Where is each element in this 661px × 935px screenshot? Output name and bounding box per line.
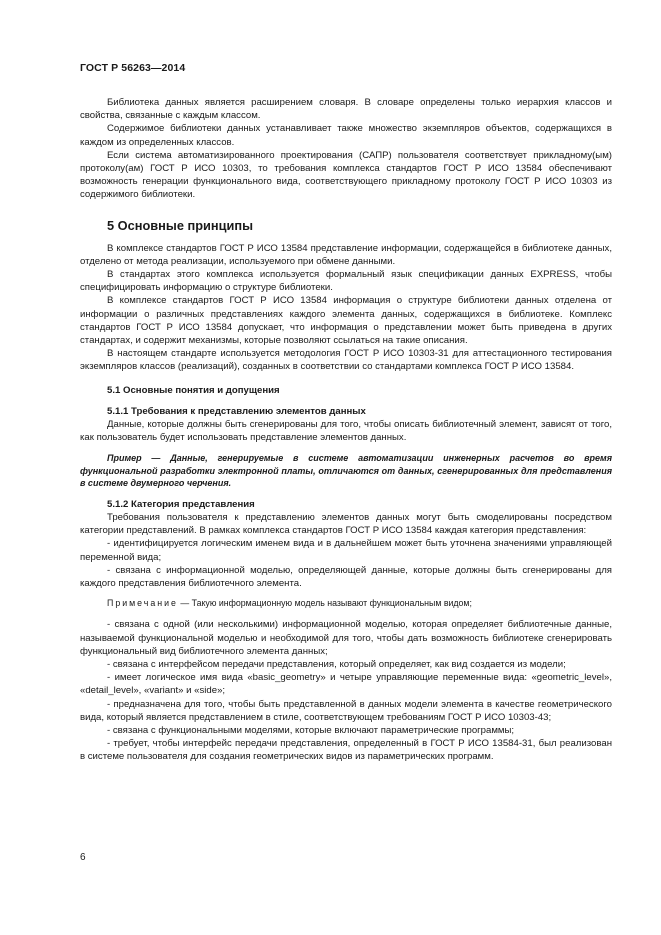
section-5-1-2-paragraph-1: Требования пользователя к представлению элементов данных могут быть смоделированы посредством категории представлений. В рамках комплекса стандартов ГОСТ Р ИСО 13584 каждая категория представления: xyxy=(80,511,612,537)
section-5-heading: 5 Основные принципы xyxy=(107,217,254,233)
section-5-paragraph-3: В комплексе стандартов ГОСТ Р ИСО 13584 информация о структуре библиотеки данных отделена от информации о различных представлениях каждого элемента данных, содержащихся в библиотеке. Комплекс стандартов ГОСТ Р ИСО 13584 допускает, что информация о представлении может быть приведена в других стандартах, и содержит механизмы, которые позволяют ссылаться на такие описания. xyxy=(80,295,612,347)
section-5-paragraph-4: В настоящем стандарте используется методология ГОСТ Р ИСО 10303-31 для аттестационного тестирования экземпляров классов (реализаций), созданных в соответствии со стандартами комплекса ГОСТ Р ИСО 13584. xyxy=(80,348,612,373)
document-header: ГОСТ Р 56263—2014 xyxy=(80,62,186,74)
list-item: - связана с одной (или несколькими) информационной моделью, которая определяет библиотечные данные, называемой функциональной моделью и необходимой для того, чтобы дать возможность библиотеке сгенерировать функциональный вид библиотечного элемента данных; xyxy=(80,619,612,657)
list-item: - связана с функциональными моделями, которые включают параметрические программы; xyxy=(107,724,515,736)
section-5-1-2-heading: 5.1.2 Категория представления xyxy=(107,498,255,510)
example-block: Пример — Данные, генерируемые в системе автоматизации инженерных расчетов во время функциональной разработки электронной платы, отличаются от данных, сгенерированных для представления в системе двумерного черчения. xyxy=(80,453,612,489)
document-body xyxy=(80,96,612,764)
intro-paragraph-2: Содержимое библиотеки данных устанавливает также множество экземпляров объектов, содержащихся в каждом из определенных классов. xyxy=(80,123,612,148)
note-text: — Такую информационную модель называют функциональным видом; xyxy=(177,598,472,609)
section-5-1-2-paragraph-3: - связана с информационной моделью, определяющей данные, которые должны быть сгенерированы для каждого представления библиотечного элемента. xyxy=(80,564,612,589)
intro-paragraph-3: Если система автоматизированного проектирования (САПР) пользователя соответствует прикладному(ым) протоколу(ам) ГОСТ Р ИСО 10303, то требования комплекса стандартов ГОСТ Р ИСО 13584 обеспечивают возможность генерации функционального вида, соответствующего прикладному протоколу ГОСТ Р ИСО 10303 из содержимого библиотеки. xyxy=(80,149,612,201)
note-block xyxy=(80,597,612,610)
list-item: - связана с интерфейсом передачи представления, который определяет, как вид создается из модели; xyxy=(107,658,566,670)
section-5-1-2-paragraph-2: - идентифицируется логическим именем вида и в дальнейшем может быть уточнена значениями управляющей переменной вида; xyxy=(80,538,612,563)
page-number: 6 xyxy=(80,852,86,863)
section-5-1-heading: 5.1 Основные понятия и допущения xyxy=(107,384,280,396)
list-item: - предназначена для того, чтобы быть представленной в данных модели элемента в качестве геометрического вида, который является представлением в стиле, соответствующем требованиям ГОСТ Р ИСО 10303-43; xyxy=(80,698,612,723)
section-5-paragraph-1: В комплексе стандартов ГОСТ Р ИСО 13584 представление информации, содержащейся в библиотеке данных, отделено от метода реализации, используемого при обмене данными. xyxy=(80,242,612,267)
list-item: - требует, чтобы интерфейс передачи представления, определенный в ГОСТ Р ИСО 13584-31, был реализован в системе пользователя для создания геометрических видов из параметрических программ. xyxy=(80,738,612,763)
list-item: - имеет логическое имя вида «basic_geometry» и четыре управляющие переменные вида: «geometric_level», «detail_level», «variant» и «side»; xyxy=(80,672,612,697)
section-5-paragraph-2: В стандартах этого комплекса используется формальный язык спецификации данных EXPRESS, чтобы специфицировать информацию о структуре библиотеки. xyxy=(80,269,612,294)
note-label: Примечание xyxy=(107,598,178,609)
section-5-1-1-heading: 5.1.1 Требования к представлению элементов данных xyxy=(107,405,366,417)
section-5-1-1-paragraph: Данные, которые должны быть сгенерированы для того, чтобы описать библиотечный элемент, зависят от того, как пользователь будет использовать представление элементов данных. xyxy=(80,419,612,444)
intro-paragraph-1: Библиотека данных является расширением словаря. В словаре определены только иерархия классов и свойства, связанные с каждым классом. xyxy=(80,97,612,122)
